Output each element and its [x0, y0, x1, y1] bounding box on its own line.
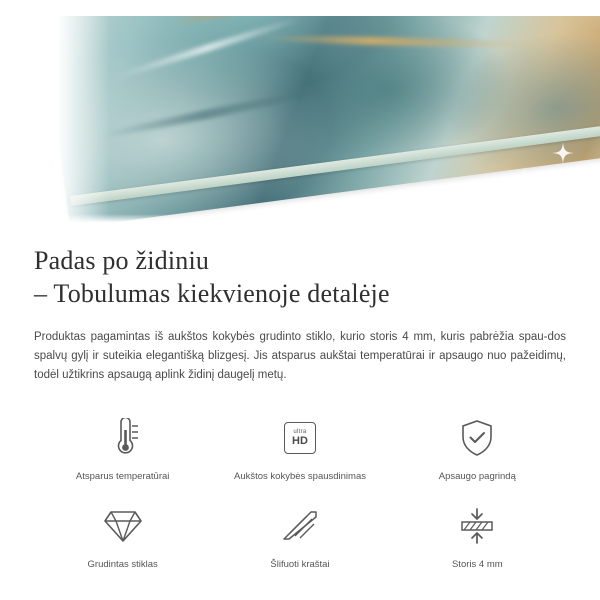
image-fade-top	[0, 0, 600, 16]
gold-streak	[258, 34, 538, 49]
feature-label: Grudintas stiklas	[87, 559, 158, 570]
feature-label: Storis 4 mm	[451, 559, 503, 570]
feature-label: Šlifuoti kraštai	[270, 559, 330, 570]
ultra-hd-badge-bottom: HD	[292, 435, 308, 447]
feature-item-tempered-glass	[34, 499, 211, 577]
feature-item-print-quality	[211, 411, 388, 489]
thickness-icon	[457, 503, 497, 549]
ultra-hd-icon	[284, 415, 316, 461]
diamond-icon	[103, 503, 143, 549]
feature-item-floor-protection	[389, 411, 566, 489]
page-title-line-1: Padas po židiniu	[34, 246, 210, 275]
content-area	[0, 244, 600, 577]
sparkle-icon	[508, 168, 542, 202]
image-fade-bottom	[0, 214, 600, 228]
ultra-hd-badge-top: ultra	[293, 429, 307, 435]
polished-edges-icon	[281, 503, 319, 549]
feature-label: Apsaugo pagrindą	[438, 471, 516, 482]
image-fade-left	[0, 0, 110, 228]
product-description: Produktas pagamintas iš aukštos kokybės grudinto stiklo, kurio storis 4 mm, kuris pabrėžia spau-dos spalvų gylį ir suteikia elegantišką blizgesį. Jis atsparus aukštai temperatūrai ir apsaugo nuo pažeidimų, todėl užtikrins apsaugą aplink židinį daugelį metų.	[34, 331, 566, 381]
shield-check-icon	[459, 415, 495, 461]
page-title	[34, 244, 566, 310]
white-streak	[111, 15, 304, 82]
hero-image	[0, 0, 600, 228]
feature-grid	[34, 411, 566, 577]
feature-item-polished-edges	[211, 499, 388, 577]
feature-label: Aukštos kokybės spausdinimas	[233, 471, 366, 482]
feature-item-thickness	[389, 499, 566, 577]
teal-streak	[98, 84, 335, 141]
feature-label: Atsparus temperatūrai	[75, 471, 170, 482]
feature-item-temperature	[34, 411, 211, 489]
thermometer-icon	[106, 415, 140, 461]
page-title-line-2: – Tobulumas kiekvienoje detalėje	[34, 279, 390, 308]
